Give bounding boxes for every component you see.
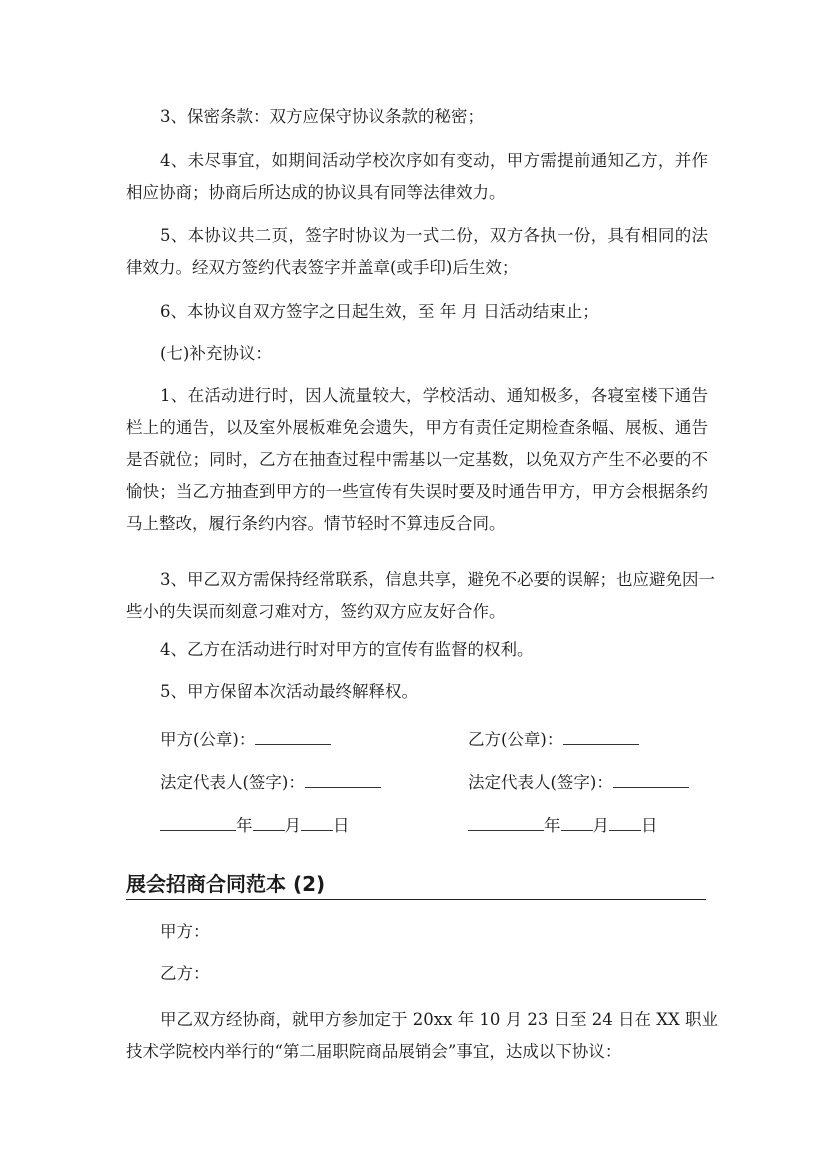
party-a-seal-line: 甲方(公章)： xyxy=(160,724,331,756)
clause-line: 些小的失误而刻意刁难对方，签约双方应友好合作。 xyxy=(126,602,506,621)
intro-paragraph: 甲乙双方经协商，就甲方参加定于 20xx 年 10 月 23 日至 24 日在 XX 职业 技术学院校内举行的“第二届职院商品展销会”事宜，达成以下协议： xyxy=(126,1010,719,1061)
clause-line: 5、甲方保留本次活动最终解释权。 xyxy=(160,682,418,701)
clause-line: 3、甲乙双方需保持经常联系，信息共享，避免不必要的误解；也应避免因一 xyxy=(160,570,715,589)
clause-line: 相应协商；协商后所达成的协议具有同等法律效力。 xyxy=(126,183,506,202)
clause-paragraph xyxy=(126,296,708,328)
blank-field xyxy=(563,726,639,745)
clause-line: 4、乙方在活动进行时对甲方的宣传有监督的权利。 xyxy=(160,640,534,659)
party-b-label: 乙方： xyxy=(160,964,210,983)
clause-line: 愉快；当乙方抽查到甲方的一些宣传有失误时要及时通告甲方，甲方会根据条约 xyxy=(126,482,708,501)
party-b-seal-line: 乙方(公章)： xyxy=(468,724,639,756)
clause-line: 4、未尽事宜，如期间活动学校次序如有变动，甲方需提前通知乙方，并作 xyxy=(160,151,708,170)
clause-line: 栏上的通告，以及室外展板难免会遗失，甲方有责任定期检查条幅、展板、通告 xyxy=(126,418,708,437)
party-a-date-line: 年 月 日 xyxy=(160,810,350,842)
clause-paragraph xyxy=(126,634,708,666)
clause-paragraph xyxy=(126,145,708,209)
clause-paragraph xyxy=(126,220,708,284)
clause-paragraph xyxy=(126,676,708,708)
clause-line: 5、本协议共二页，签字时协议为一式二份，双方各执一份，具有相同的法 xyxy=(160,226,708,245)
clause-line: 6、本协议自双方签字之日起生效，至 年 月 日活动结束止； xyxy=(160,302,599,321)
clause-paragraph xyxy=(126,101,708,133)
clause-line: 1、在活动进行时，因人流量较大，学校活动、通知极多，各寝室楼下通告 xyxy=(160,386,708,405)
clause-paragraph xyxy=(126,338,708,370)
party-a-rep-line: 法定代表人(签字)： xyxy=(160,767,381,799)
clause-line: 马上整改，履行条约内容。情节轻时不算违反合同。 xyxy=(126,514,506,533)
section-heading: 展会招商合同范本 (2) xyxy=(126,870,706,900)
clause-line: (七)补充协议： xyxy=(160,344,272,363)
party-a-label: 甲方： xyxy=(160,922,210,941)
clause-line: 是否就位；同时，乙方在抽查过程中需基以一定基数，以免双方产生不必要的不 xyxy=(126,450,708,469)
party-b-date-line: 年 月 日 xyxy=(468,810,658,842)
clause-paragraph xyxy=(126,564,715,628)
blank-field xyxy=(305,769,381,788)
clause-line: 律效力。经双方签约代表签字并盖章(或手印)后生效； xyxy=(126,258,519,277)
clause-line: 3、保密条款：双方应保守协议条款的秘密； xyxy=(160,107,484,126)
blank-field xyxy=(613,769,689,788)
blank-field xyxy=(255,726,331,745)
party-b-rep-line: 法定代表人(签字)： xyxy=(468,767,689,799)
clause-paragraph xyxy=(126,380,708,540)
